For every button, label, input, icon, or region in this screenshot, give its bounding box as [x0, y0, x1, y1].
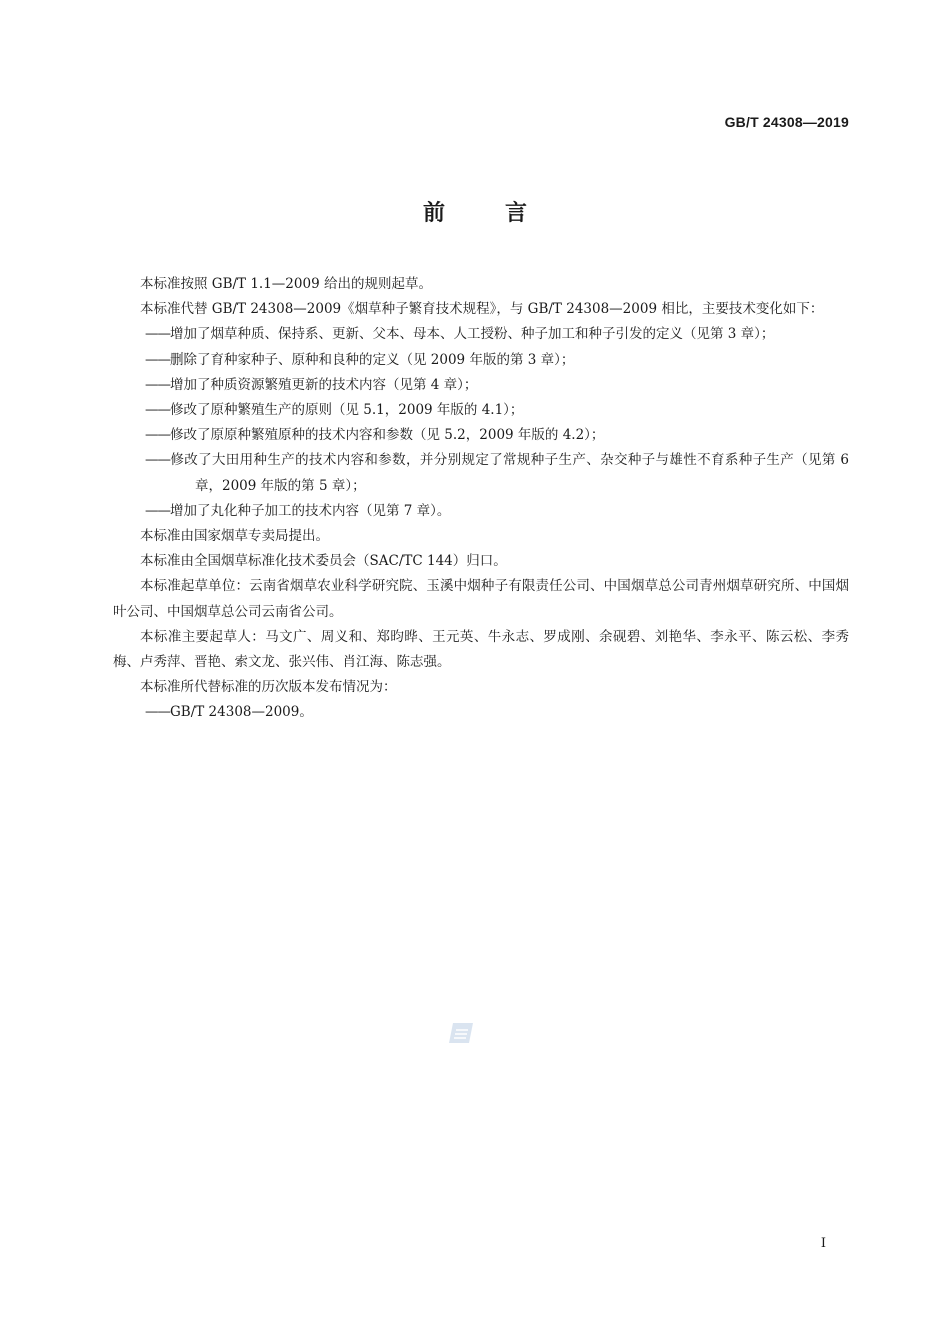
change-item [113, 423, 849, 448]
dash-marker: —— [145, 452, 170, 469]
paragraph-drafting-rules: 本标准按照 GB/T 1.1—2009 给出的规则起草。 [140, 276, 432, 292]
change-item-text: 修改了原原种繁殖原种的技术内容和参数（见 5.2，2009 年版的 4.2）； [170, 427, 605, 444]
change-item [113, 448, 849, 498]
paragraph-replacement: 本标准代替 GB/T 24308—2009《烟草种子繁育技术规程》，与 GB/T 24308—2009 相比，主要技术变化如下： [140, 301, 824, 318]
history-item [113, 700, 849, 725]
paragraph-drafting-units: 本标准起草单位：云南省烟草农业科学研究院、玉溪中烟种子有限责任公司、中国烟草总公司青州烟草研究所、中国烟叶公司、中国烟草总公司云南省公司。 [113, 578, 849, 620]
page-title: 前言 [422, 201, 587, 226]
paragraph-history-intro: 本标准所代替标准的历次版本发布情况为： [140, 679, 397, 696]
change-item [113, 348, 849, 373]
dash-marker: —— [145, 502, 170, 519]
dash-marker: —— [145, 704, 170, 721]
standard-code: GB/T 24308—2019 [724, 114, 849, 130]
change-item-text: 修改了大田用种生产的技术内容和参数，并分别规定了常规种子生产、杂交种子与雄性不育系种子生产（见第 6 章，2009 年版的第 5 章）； [170, 452, 849, 494]
change-item-text: 删除了育种家种子、原种和良种的定义（见 2009 年版的第 3 章）； [170, 351, 575, 368]
sac-logo-watermark-icon [447, 1021, 475, 1045]
change-item-text: 增加了烟草种质、保持系、更新、父本、母本、人工授粉、种子加工和种子引发的定义（见第 3 章）； [170, 326, 775, 343]
paragraph-drafters: 本标准主要起草人：马文广、周义和、郑昀晔、王元英、牛永志、罗成刚、余砚碧、刘艳华、李永平、陈云松、李秀梅、卢秀萍、晋艳、索文龙、张兴伟、肖江海、陈志强。 [113, 628, 849, 671]
change-item [113, 373, 849, 398]
change-item [113, 499, 849, 524]
history-item-text: GB/T 24308—2009。 [170, 704, 313, 721]
change-item-text: 增加了种质资源繁殖更新的技术内容（见第 4 章）； [170, 376, 478, 393]
dash-marker: —— [145, 402, 170, 419]
dash-marker: —— [145, 351, 170, 368]
dash-marker: —— [145, 376, 170, 393]
paragraph-proposer: 本标准由国家烟草专卖局提出。 [140, 528, 329, 545]
page-number: I [820, 1236, 826, 1251]
change-item [113, 322, 849, 347]
dash-marker: —— [145, 326, 170, 343]
foreword-content [113, 272, 849, 726]
change-item-text: 增加了丸化种子加工的技术内容（见第 7 章）。 [170, 502, 451, 519]
change-item-text: 修改了原种繁殖生产的原则（见 5.1，2009 年版的 4.1）； [170, 402, 524, 419]
paragraph-committee: 本标准由全国烟草标准化技术委员会（SAC/TC 144）归口。 [140, 553, 507, 570]
change-item [113, 398, 849, 423]
dash-marker: —— [145, 427, 170, 444]
